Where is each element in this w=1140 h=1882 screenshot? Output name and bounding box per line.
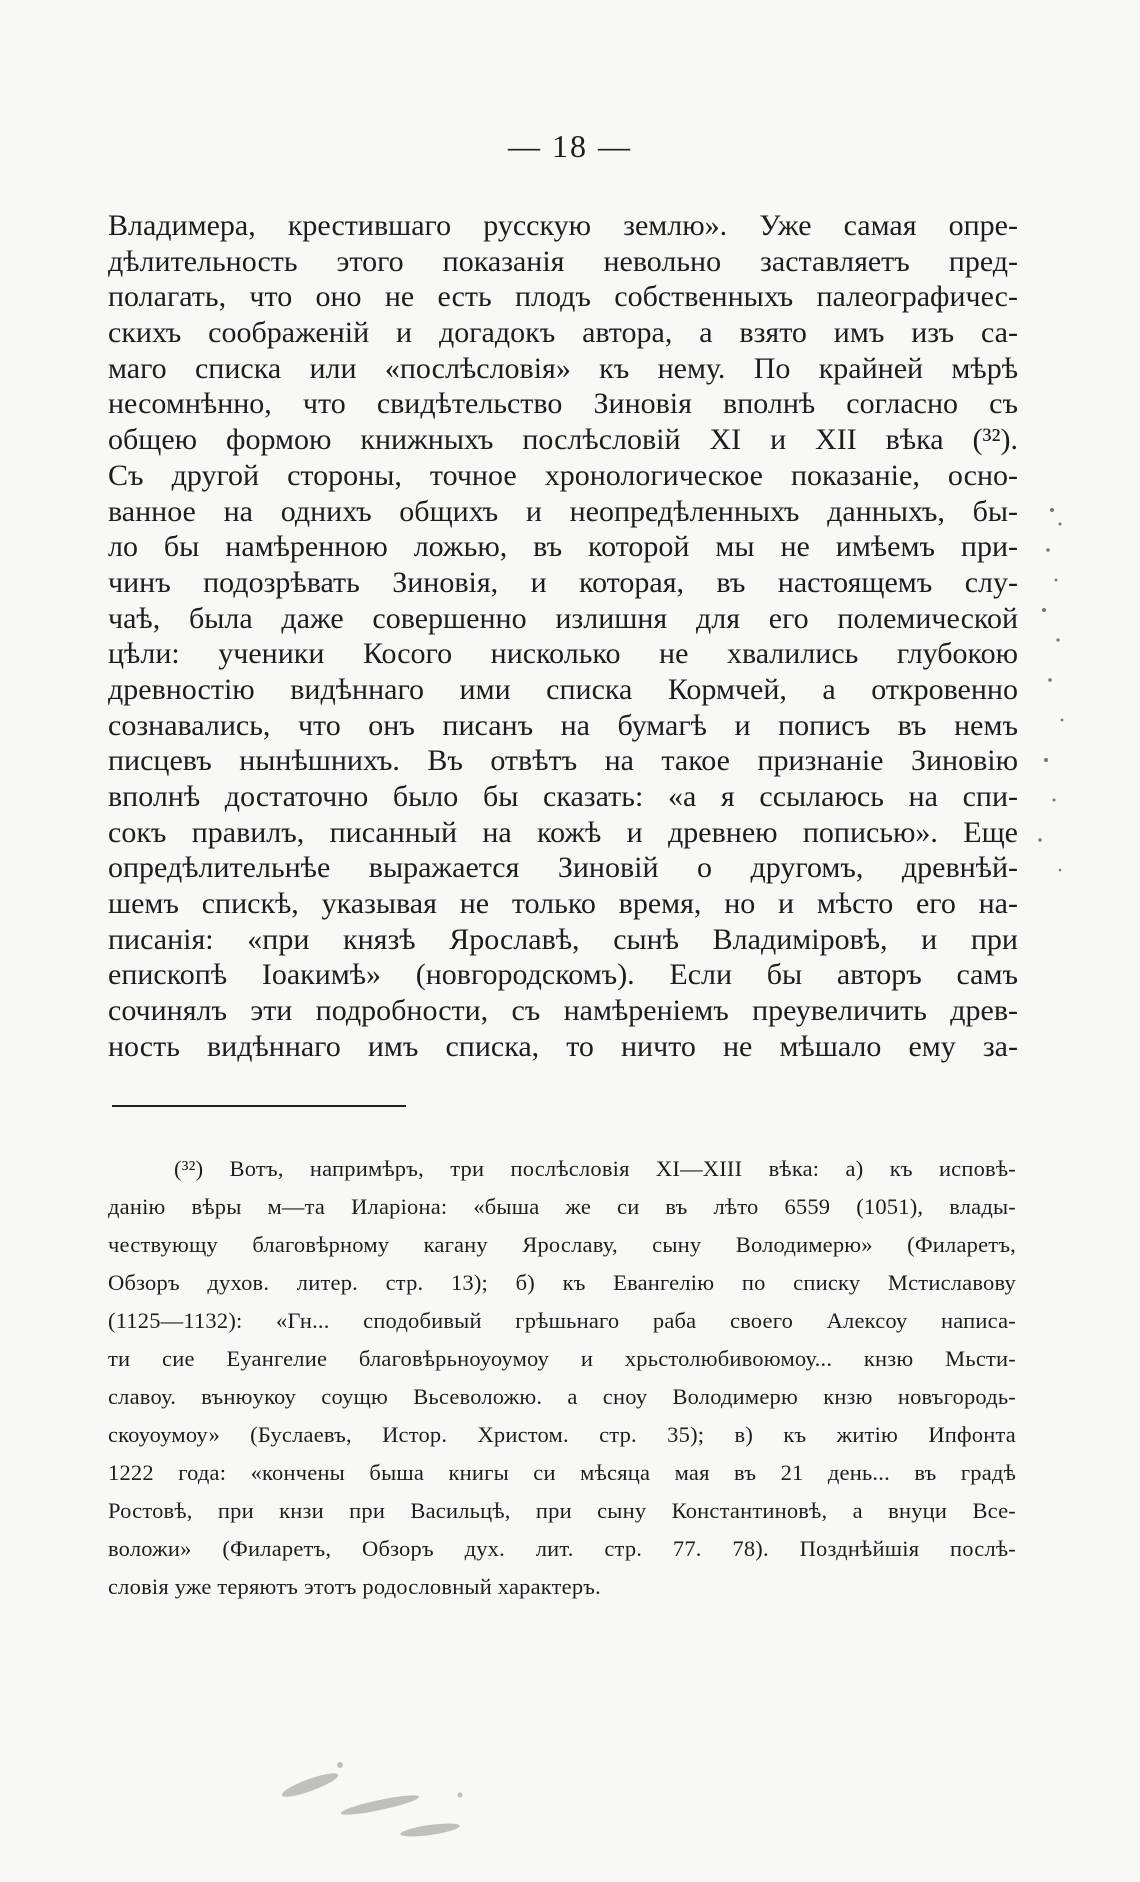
- text-line: скихъ соображеній и догадокъ автора, а взято имъ изъ са-: [108, 316, 1018, 350]
- text-line: ванное на однихъ общихъ и неопредѣленныхъ данныхъ, бы-: [108, 494, 1018, 528]
- text-line: цѣли: ученики Косого нисколько не хвалились глубокою: [108, 637, 1018, 671]
- page-number: — 18 —: [508, 128, 632, 164]
- text-line: епископѣ Іоакимѣ» (новгородскомъ). Если бы авторъ самъ: [108, 958, 1018, 992]
- footnote-divider: [112, 1105, 406, 1107]
- footnote-line: (³²) Вотъ, напримѣръ, три послѣсловія XI—XIII вѣка: а) къ исповѣ-: [174, 1156, 1016, 1181]
- footnote-line: Обзоръ духов. литер. стр. 13); б) къ Евангелію по списку Мстиславову: [108, 1270, 1016, 1295]
- footnote-line: чествующу благовѣрному кагану Ярославу, сыну Володимерю» (Филаретъ,: [108, 1232, 1016, 1257]
- footnote-line: скоуоумоу» (Буслаевъ, Истор. Христом. стр. 35); в) къ житію Ипфонта: [108, 1422, 1016, 1447]
- text-line: дѣлительность этого показанія невольно заставляетъ пред-: [108, 244, 1018, 278]
- text-line: маго списка или «послѣсловія» къ нему. По крайней мѣрѣ: [108, 351, 1018, 385]
- footnote-line: славоу. вънюукоу соущю Вьсеволожю. а сноу Володимерю кнзю новъгородь-: [108, 1384, 1016, 1409]
- margin-bleed-marks: [1030, 490, 1090, 890]
- text-line: ность видѣннаго имъ списка, то ничто не мѣшало ему за-: [108, 1029, 1018, 1063]
- text-line: чинъ подозрѣвать Зиновія, и которая, въ настоящемъ слу-: [108, 565, 1018, 599]
- footnote-line: Ростовѣ, при кнзи при Васильцѣ, при сыну Константиновѣ, а внуци Все-: [108, 1498, 1016, 1523]
- text-line: шемъ спискѣ, указывая не только время, но и мѣсто его на-: [108, 887, 1018, 921]
- bleed-through-smudge: [270, 1735, 500, 1855]
- text-line: сокъ правилъ, писанный на кожѣ и древнею пописью». Еще: [108, 815, 1018, 849]
- text-line: Владимера, крестившаго русскую землю». Уже самая опре-: [108, 209, 1018, 242]
- text-line: ло бы намѣренною ложью, въ которой мы не имѣемъ при-: [108, 530, 1018, 564]
- text-line: сознавались, что онъ писанъ на бумагѣ и пописъ въ немъ: [108, 708, 1018, 742]
- footnote-line: ти сие Еуангелие благовѣрьноуоумоу и хрьстолюбивоюмоу... кнзю Мьсти-: [108, 1346, 1016, 1371]
- text-line: древностію видѣннаго ими списка Кормчей, а откровенно: [108, 672, 1018, 706]
- text-line: полагать, что оно не есть плодъ собственныхъ палеографичес-: [108, 280, 1018, 314]
- text-line: чаѣ, была даже совершенно излишня для его полемической: [108, 601, 1018, 635]
- text-line: писанія: «при князѣ Ярославѣ, сынѣ Владиміровѣ, и при: [108, 922, 1018, 956]
- footnote-line: данію вѣры м—та Иларіона: «быша же си въ лѣто 6559 (1051), влады-: [108, 1194, 1016, 1219]
- main-text: [108, 208, 1018, 1065]
- text-line: Съ другой стороны, точное хронологическое показаніе, осно-: [108, 458, 1018, 492]
- text-line: сочинялъ эти подробности, съ намѣреніемъ преувеличить древ-: [108, 994, 1018, 1028]
- text-line: писцевъ нынѣшнихъ. Въ отвѣтъ на такое признаніе Зиновію: [108, 744, 1018, 778]
- text-line: несомнѣнно, что свидѣтельство Зиновія вполнѣ согласно съ: [108, 387, 1018, 421]
- text-line: общею формою книжныхъ послѣсловій XI и XII вѣка (³²).: [108, 423, 1018, 457]
- text-line: опредѣлительнѣе выражается Зиновій о другомъ, древнѣй-: [108, 851, 1018, 885]
- footnote: [108, 1150, 1016, 1606]
- footnote-line: словія уже теряютъ этотъ родословный характеръ.: [108, 1574, 601, 1599]
- footnote-line: 1222 года: «кончены быша книгы си мѣсяца мая въ 21 день... въ градѣ: [108, 1460, 1016, 1485]
- text-line: вполнѣ достаточно было бы сказать: «а я ссылаюсь на спи-: [108, 780, 1018, 813]
- footnote-line: (1125—1132): «Гн... сподобивый грѣшьнаго раба своего Алексоу написа-: [108, 1308, 1016, 1333]
- footnote-line: воложи» (Филаретъ, Обзоръ дух. лит. стр. 77. 78). Позднѣйшія послѣ-: [108, 1536, 1016, 1561]
